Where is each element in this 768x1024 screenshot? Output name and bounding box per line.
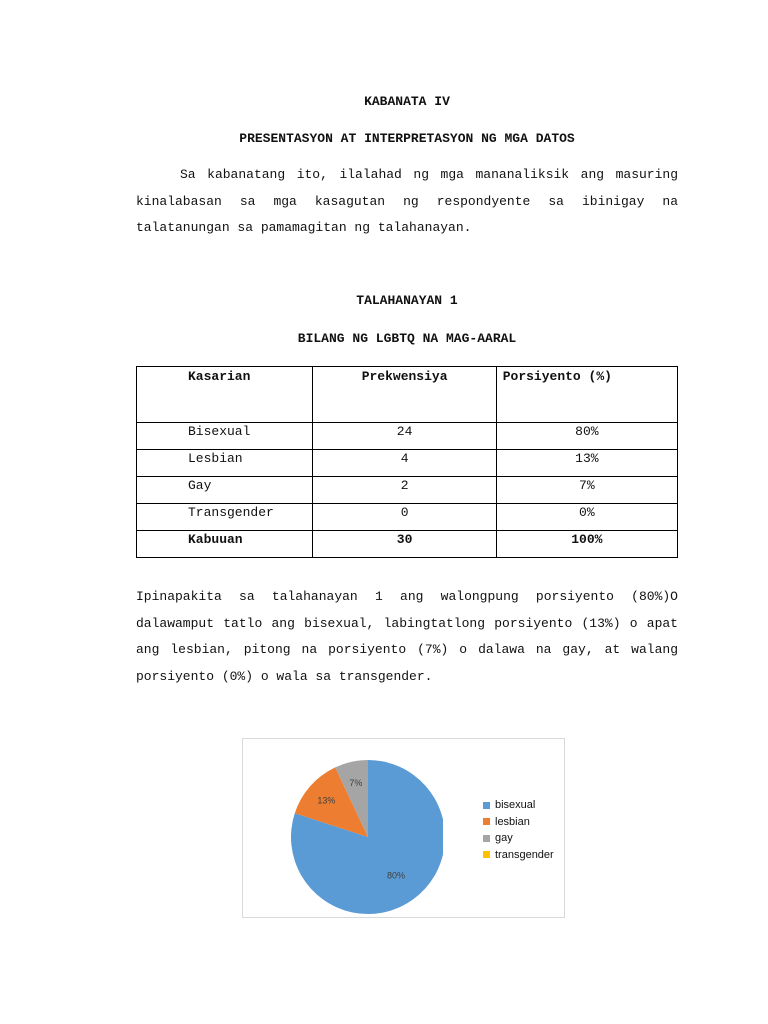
legend-swatch bbox=[483, 851, 490, 858]
cell-kasarian: Bisexual bbox=[137, 423, 313, 450]
pie-label-lesbian: 13% bbox=[317, 795, 336, 806]
cell-prekwensiya: 2 bbox=[313, 477, 496, 504]
table-row bbox=[137, 504, 678, 531]
legend-swatch bbox=[483, 802, 490, 809]
cell-kasarian: Transgender bbox=[137, 504, 313, 531]
legend-label: bisexual bbox=[495, 799, 536, 812]
cell-porsiyento: 7% bbox=[496, 477, 677, 504]
cell-total-label: Kabuuan bbox=[137, 531, 313, 558]
table-total-row bbox=[137, 531, 678, 558]
cell-porsiyento: 13% bbox=[496, 450, 677, 477]
cell-porsiyento: 0% bbox=[496, 504, 677, 531]
legend-item-bisexual bbox=[483, 797, 554, 814]
legend-item-lesbian bbox=[483, 814, 554, 831]
legend-item-transgender bbox=[483, 847, 554, 864]
cell-porsiyento: 80% bbox=[496, 423, 677, 450]
pie-svg bbox=[243, 739, 443, 917]
description-paragraph: Ipinapakita sa talahanayan 1 ang walongpung porsiyento (80%)O dalawamput tatlo ang bisexual, labingtatlong porsiyento (13%) o apat ang lesbian, pitong na porsiyento (7%) o dalawa na gay, at walang porsiyento (0%) o wala sa transgender. bbox=[136, 589, 678, 684]
header-porsiyento: Porsiyento (%) bbox=[496, 367, 677, 423]
chapter-heading: KABANATA IV bbox=[364, 94, 450, 109]
legend-swatch bbox=[483, 835, 490, 842]
cell-total-porsiyento: 100% bbox=[496, 531, 677, 558]
intro-paragraph: Sa kabanatang ito, ilalahad ng mga mananaliksik ang masuring kinalabasan sa mga kasagutan ng respondyente sa ibinigay na talatanungan sa pamamagitan ng talahanayan. bbox=[136, 167, 678, 235]
table-row bbox=[137, 423, 678, 450]
legend-item-gay bbox=[483, 830, 554, 847]
pie-chart bbox=[242, 738, 565, 918]
cell-prekwensiya: 4 bbox=[313, 450, 496, 477]
pie-label-gay: 7% bbox=[349, 777, 363, 788]
table-row bbox=[137, 450, 678, 477]
table-number: TALAHANAYAN 1 bbox=[356, 293, 458, 308]
table-title: BILANG NG LGBTQ NA MAG-AARAL bbox=[297, 331, 517, 346]
lgbtq-table bbox=[136, 366, 678, 558]
legend-label: gay bbox=[495, 832, 513, 845]
cell-total-prekwensiya: 30 bbox=[313, 531, 496, 558]
legend-label: transgender bbox=[495, 848, 554, 861]
cell-prekwensiya: 24 bbox=[313, 423, 496, 450]
cell-kasarian: Gay bbox=[137, 477, 313, 504]
cell-kasarian: Lesbian bbox=[137, 450, 313, 477]
chapter-title: PRESENTASYON AT INTERPRETASYON NG MGA DATOS bbox=[239, 131, 575, 146]
chart-legend bbox=[483, 797, 554, 863]
header-prekwensiya: Prekwensiya bbox=[313, 367, 496, 423]
legend-label: lesbian bbox=[495, 815, 530, 828]
table-row bbox=[137, 477, 678, 504]
pie-label-bisexual: 80% bbox=[387, 870, 406, 881]
table-header-row bbox=[137, 367, 678, 423]
legend-swatch bbox=[483, 818, 490, 825]
header-kasarian: Kasarian bbox=[137, 367, 313, 423]
cell-prekwensiya: 0 bbox=[313, 504, 496, 531]
